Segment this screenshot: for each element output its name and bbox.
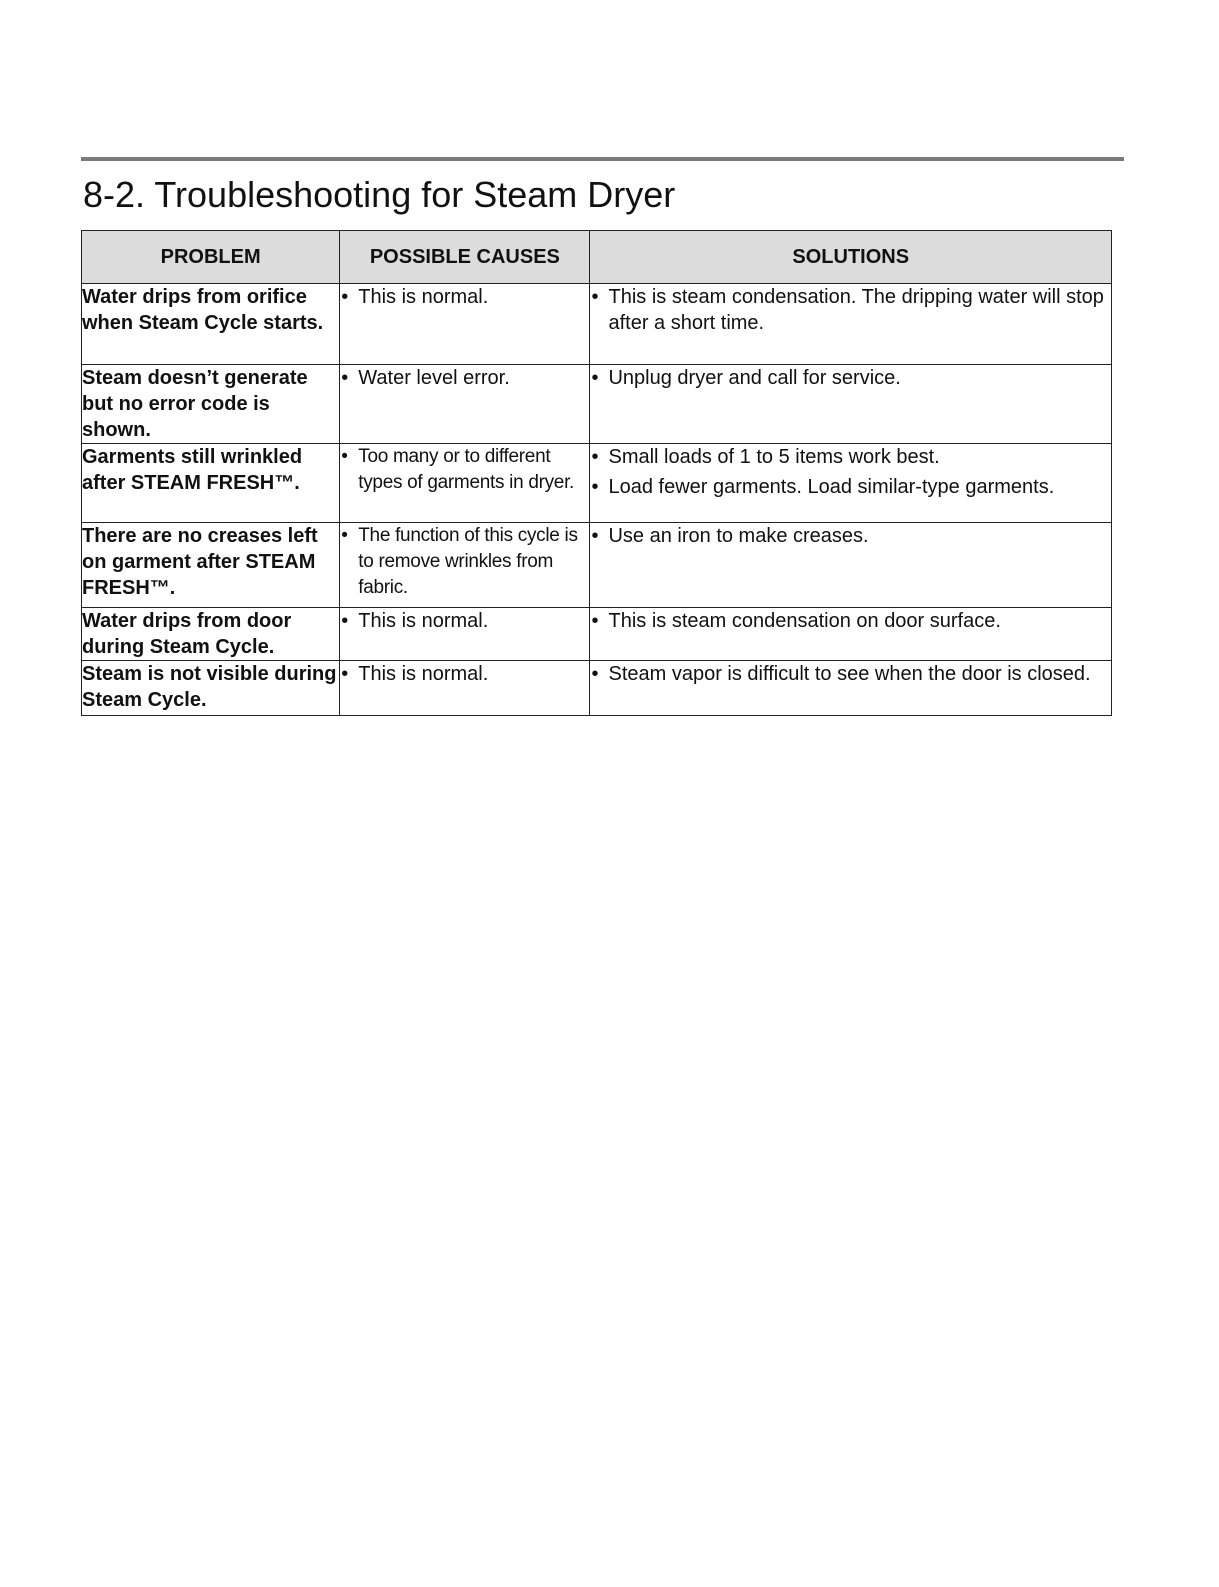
- solution-item: • Load fewer garments. Load similar-type garments.: [590, 474, 1111, 500]
- table-header-row: [82, 231, 1112, 284]
- solutions-cell: [590, 284, 1112, 365]
- header-possible-causes: POSSIBLE CAUSES: [340, 231, 590, 284]
- solution-item: • This is steam condensation. The dripping water will stop after a short time.: [590, 284, 1111, 336]
- solution-item: • This is steam condensation on door surface.: [590, 608, 1111, 634]
- cause-item: • Too many or to different types of garments in dryer.: [340, 444, 589, 496]
- causes-cell: [340, 661, 590, 716]
- table-row: [82, 444, 1112, 523]
- problem-cell: Garments still wrinkled after STEAM FRESH™.: [82, 444, 340, 523]
- top-rule: [81, 157, 1124, 161]
- header-problem: PROBLEM: [82, 231, 340, 284]
- table-row: [82, 661, 1112, 716]
- cause-item: • This is normal.: [340, 661, 589, 687]
- section-title: 8-2. Troubleshooting for Steam Dryer: [83, 174, 676, 215]
- causes-cell: [340, 608, 590, 661]
- table-row: [82, 523, 1112, 608]
- header-solutions: SOLUTIONS: [590, 231, 1112, 284]
- table-row: [82, 365, 1112, 444]
- problem-cell: Water drips from door during Steam Cycle.: [82, 608, 340, 661]
- causes-cell: [340, 523, 590, 608]
- solution-item: • Small loads of 1 to 5 items work best.: [590, 444, 1111, 470]
- problem-cell: Water drips from orifice when Steam Cycle starts.: [82, 284, 340, 365]
- cause-item: • This is normal.: [340, 284, 589, 310]
- troubleshooting-table: [81, 230, 1112, 716]
- solutions-cell: [590, 661, 1112, 716]
- problem-cell: There are no creases left on garment after STEAM FRESH™.: [82, 523, 340, 608]
- solutions-cell: [590, 523, 1112, 608]
- causes-cell: [340, 444, 590, 523]
- solution-item: • Unplug dryer and call for service.: [590, 365, 1111, 391]
- cause-item: • Water level error.: [340, 365, 589, 391]
- cause-item: • This is normal.: [340, 608, 589, 634]
- cause-item: • The function of this cycle is to remove wrinkles from fabric.: [340, 523, 589, 601]
- causes-cell: [340, 284, 590, 365]
- problem-cell: Steam is not visible during Steam Cycle.: [82, 661, 340, 716]
- table-row: [82, 608, 1112, 661]
- problem-cell: Steam doesn’t generate but no error code is shown.: [82, 365, 340, 444]
- solutions-cell: [590, 444, 1112, 523]
- causes-cell: [340, 365, 590, 444]
- solutions-cell: [590, 365, 1112, 444]
- solution-item: • Use an iron to make creases.: [590, 523, 1111, 549]
- solutions-cell: [590, 608, 1112, 661]
- table-row: [82, 284, 1112, 365]
- solution-item: • Steam vapor is difficult to see when the door is closed.: [590, 661, 1111, 687]
